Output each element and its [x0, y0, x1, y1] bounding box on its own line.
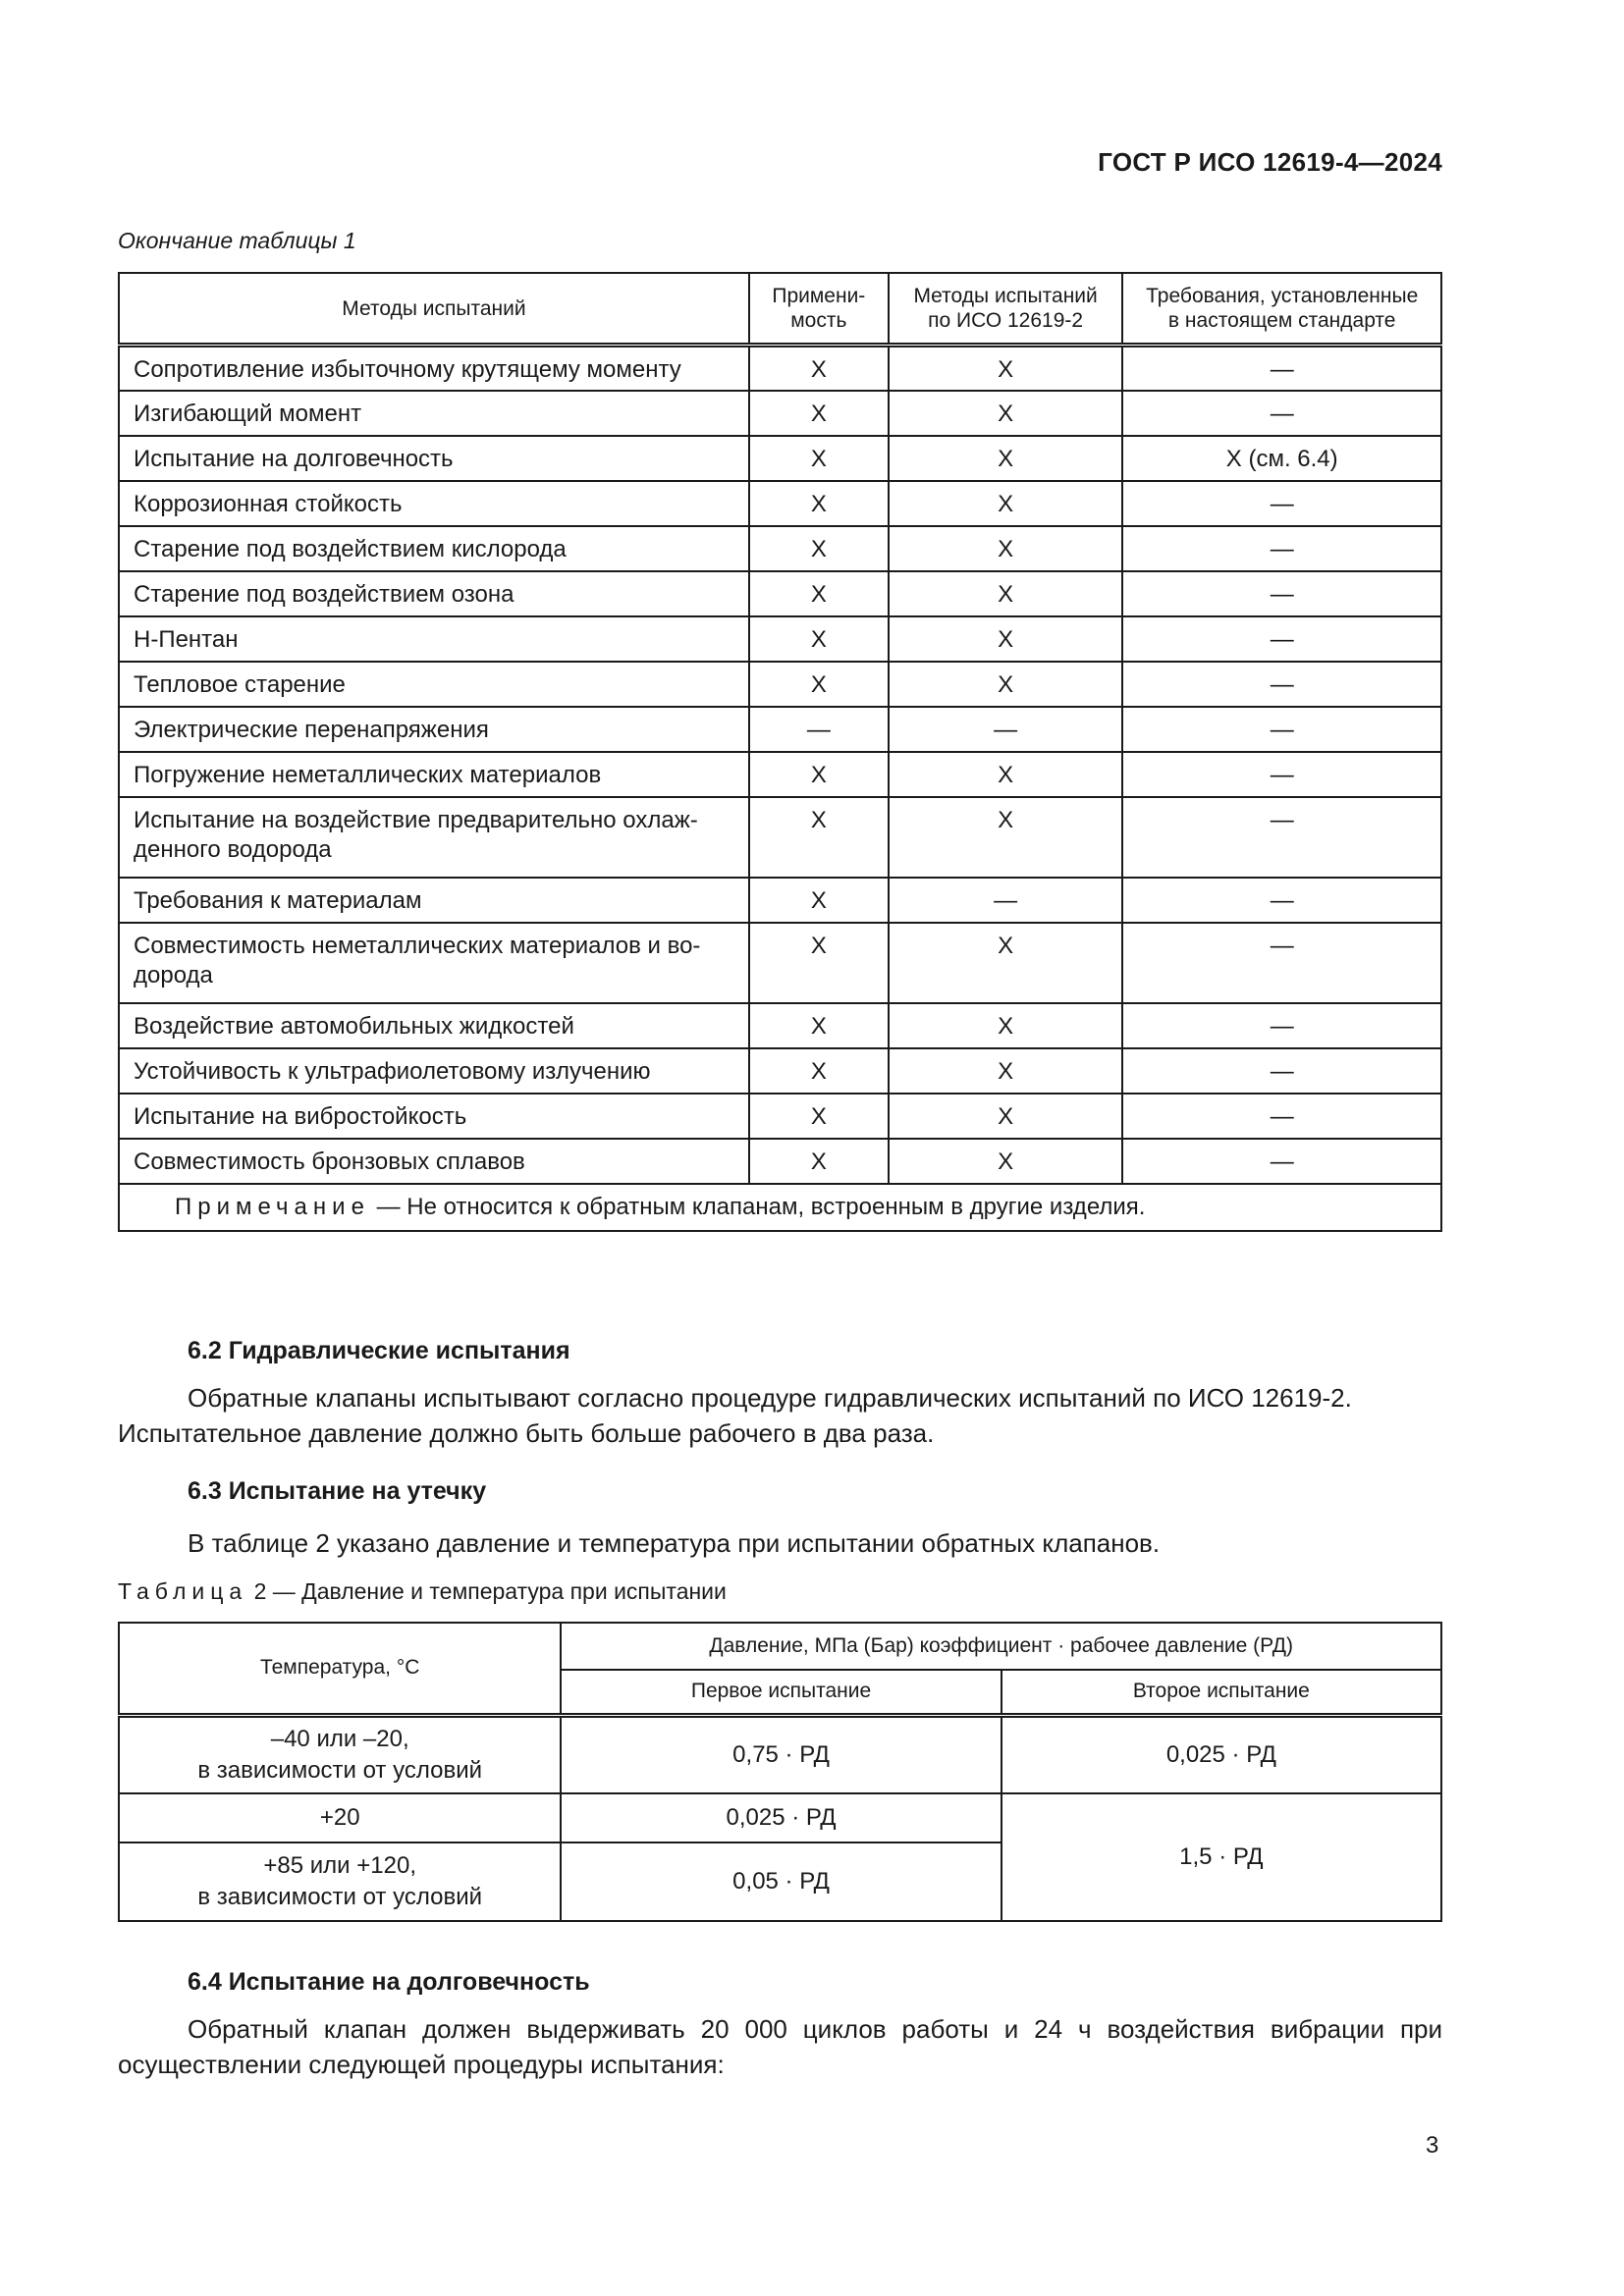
table1-applicability-cell: X: [749, 616, 889, 662]
table2-header-row: [119, 1623, 1441, 1670]
table1-applicability-cell: X: [749, 662, 889, 707]
table1-header-row: [119, 273, 1441, 346]
table2-first-cell: 0,025 · РД: [561, 1793, 1001, 1842]
table1-iso-cell: X: [889, 616, 1123, 662]
table1-iso-cell: —: [889, 878, 1123, 923]
table1-iso-cell: X: [889, 436, 1123, 481]
table1-requirement-cell: —: [1122, 571, 1441, 616]
table-row: [119, 526, 1441, 571]
table1-requirement-cell: —: [1122, 752, 1441, 797]
table1-col-applicability: Примени- мость: [749, 273, 889, 346]
standard-designation: ГОСТ Р ИСО 12619-4—2024: [1098, 147, 1442, 177]
table-row: [119, 662, 1441, 707]
table1-requirement-cell: —: [1122, 481, 1441, 526]
table1-iso-cell: X: [889, 662, 1123, 707]
table-row: [119, 707, 1441, 752]
section-6-4-heading: 6.4 Испытание на долговечность: [188, 1968, 590, 1996]
table1-iso-cell: X: [889, 1048, 1123, 1094]
table2-col-temperature: Температура, °С: [119, 1623, 561, 1715]
table2-caption: [118, 1578, 727, 1605]
table1-method-cell: Тепловое старение: [119, 662, 749, 707]
table2-col-first-test: Первое испытание: [561, 1670, 1001, 1715]
table1-applicability-cell: X: [749, 526, 889, 571]
table1-iso-cell: X: [889, 752, 1123, 797]
table1-applicability-cell: X: [749, 1003, 889, 1048]
table1-method-cell: Испытание на долговечность: [119, 436, 749, 481]
table1-iso-cell: X: [889, 346, 1123, 391]
table1-method-cell: Сопротивление избыточному крутящему моменту: [119, 346, 749, 391]
table1-applicability-cell: X: [749, 1139, 889, 1184]
table1-note-text: — Не относится к обратным клапанам, встроенным в другие изделия.: [369, 1193, 1146, 1220]
section-6-2-heading: 6.2 Гидравлические испытания: [188, 1337, 570, 1364]
page-number: 3: [1426, 2132, 1439, 2159]
table-row: [119, 752, 1441, 797]
table1-applicability-cell: X: [749, 797, 889, 878]
table1-method-cell: Изгибающий момент: [119, 391, 749, 436]
table1-note-row: [119, 1184, 1441, 1231]
table1-iso-cell: X: [889, 1003, 1123, 1048]
table-row: [119, 923, 1441, 1003]
section-6-4-text: Обратный клапан должен выдерживать 20 000 циклов работы и 24 ч воздействия вибрации при осуществлении следующей процедуры испытания:: [118, 2014, 1442, 2079]
table1-method-cell: Коррозионная стойкость: [119, 481, 749, 526]
table-row: [119, 1793, 1441, 1842]
table1-requirement-cell: —: [1122, 1139, 1441, 1184]
table1-requirement-cell: —: [1122, 616, 1441, 662]
table1-iso-cell: —: [889, 707, 1123, 752]
table1-requirement-cell: —: [1122, 662, 1441, 707]
table1-applicability-cell: —: [749, 707, 889, 752]
table2-temp-cell: –40 или –20, в зависимости от условий: [119, 1715, 561, 1793]
table-row: [119, 1139, 1441, 1184]
table-row: [119, 391, 1441, 436]
table1-col-methods: Методы испытаний: [119, 273, 749, 346]
table2-second-cell: 0,025 · РД: [1001, 1715, 1441, 1793]
table1-iso-cell: X: [889, 1139, 1123, 1184]
table1-requirement-cell: —: [1122, 526, 1441, 571]
table1-requirement-cell: —: [1122, 797, 1441, 878]
table-row: [119, 1094, 1441, 1139]
table-row: [119, 481, 1441, 526]
table1-method-cell: Старение под воздействием озона: [119, 571, 749, 616]
table1-applicability-cell: X: [749, 1094, 889, 1139]
table1-iso-cell: X: [889, 571, 1123, 616]
table1-method-cell: Испытание на воздействие предварительно охлаж- денного водорода: [119, 797, 749, 878]
table1-applicability-cell: X: [749, 1048, 889, 1094]
table1-method-cell: Совместимость бронзовых сплавов: [119, 1139, 749, 1184]
table1-method-cell: Требования к материалам: [119, 878, 749, 923]
table1-iso-cell: X: [889, 1094, 1123, 1139]
table1-note-label: Примечание: [175, 1193, 370, 1220]
table2-col-pressure: Давление, МПа (Бар) коэффициент · рабочее давление (РД): [561, 1623, 1441, 1670]
table-row: [119, 1048, 1441, 1094]
table1-method-cell: Электрические перенапряжения: [119, 707, 749, 752]
table-row: [119, 346, 1441, 391]
table-row: [119, 436, 1441, 481]
section-6-3-heading: 6.3 Испытание на утечку: [188, 1477, 487, 1505]
table1-requirement-cell: —: [1122, 1048, 1441, 1094]
table2-caption-label: Таблица: [118, 1578, 248, 1604]
table1-applicability-cell: X: [749, 481, 889, 526]
table2-first-cell: 0,05 · РД: [561, 1842, 1001, 1921]
table1: [118, 272, 1442, 1232]
table1-method-cell: Н-Пентан: [119, 616, 749, 662]
table1-iso-cell: X: [889, 391, 1123, 436]
table1-requirement-cell: —: [1122, 1094, 1441, 1139]
table1-applicability-cell: X: [749, 752, 889, 797]
table-row: [119, 616, 1441, 662]
table1-caption: Окончание таблицы 1: [118, 228, 356, 253]
table1-note: [119, 1184, 1441, 1231]
table1-method-cell: Совместимость неметаллических материалов и во- дорода: [119, 923, 749, 1003]
table1-method-cell: Устойчивость к ультрафиолетовому излучению: [119, 1048, 749, 1094]
table1-requirement-cell: —: [1122, 707, 1441, 752]
table1-requirement-cell: —: [1122, 923, 1441, 1003]
table2-second-cell: 1,5 · РД: [1001, 1793, 1441, 1921]
table1-requirement-cell: —: [1122, 878, 1441, 923]
table2: [118, 1622, 1442, 1922]
table-row: [119, 571, 1441, 616]
table-row: [119, 1715, 1441, 1793]
table1-col-iso-methods: Методы испытаний по ИСО 12619-2: [889, 273, 1123, 346]
table2-first-cell: 0,75 · РД: [561, 1715, 1001, 1793]
table2-caption-text: 2 — Давление и температура при испытании: [247, 1578, 727, 1604]
table1-applicability-cell: X: [749, 391, 889, 436]
table-row: [119, 797, 1441, 878]
table1-requirement-cell: X (см. 6.4): [1122, 436, 1441, 481]
table1-iso-cell: X: [889, 526, 1123, 571]
table1-requirement-cell: —: [1122, 1003, 1441, 1048]
table1-method-cell: Воздействие автомобильных жидкостей: [119, 1003, 749, 1048]
table1-iso-cell: X: [889, 923, 1123, 1003]
table1-applicability-cell: X: [749, 346, 889, 391]
table1-applicability-cell: X: [749, 878, 889, 923]
table1-method-cell: Старение под воздействием кислорода: [119, 526, 749, 571]
table1-iso-cell: X: [889, 481, 1123, 526]
table1-applicability-cell: X: [749, 571, 889, 616]
table1-applicability-cell: X: [749, 436, 889, 481]
table1-requirement-cell: —: [1122, 391, 1441, 436]
table1-method-cell: Погружение неметаллических материалов: [119, 752, 749, 797]
table1-applicability-cell: X: [749, 923, 889, 1003]
table1-iso-cell: X: [889, 797, 1123, 878]
table-row: [119, 1003, 1441, 1048]
table1-col-requirements: Требования, установленные в настоящем стандарте: [1122, 273, 1441, 346]
table1-method-cell: Испытание на вибростойкость: [119, 1094, 749, 1139]
section-6-3-text: В таблице 2 указано давление и температура при испытании обратных клапанов.: [188, 1528, 1161, 1558]
table2-temp-cell: +20: [119, 1793, 561, 1842]
table1-requirement-cell: —: [1122, 346, 1441, 391]
table2-temp-cell: +85 или +120, в зависимости от условий: [119, 1842, 561, 1921]
table-row: [119, 878, 1441, 923]
table2-col-second-test: Второе испытание: [1001, 1670, 1441, 1715]
section-6-2-text: Обратные клапаны испытывают согласно процедуре гидравлических испытаний по ИСО 12619-2. Испытательное давление должно быть больше рабочего в два раза.: [118, 1383, 1352, 1448]
